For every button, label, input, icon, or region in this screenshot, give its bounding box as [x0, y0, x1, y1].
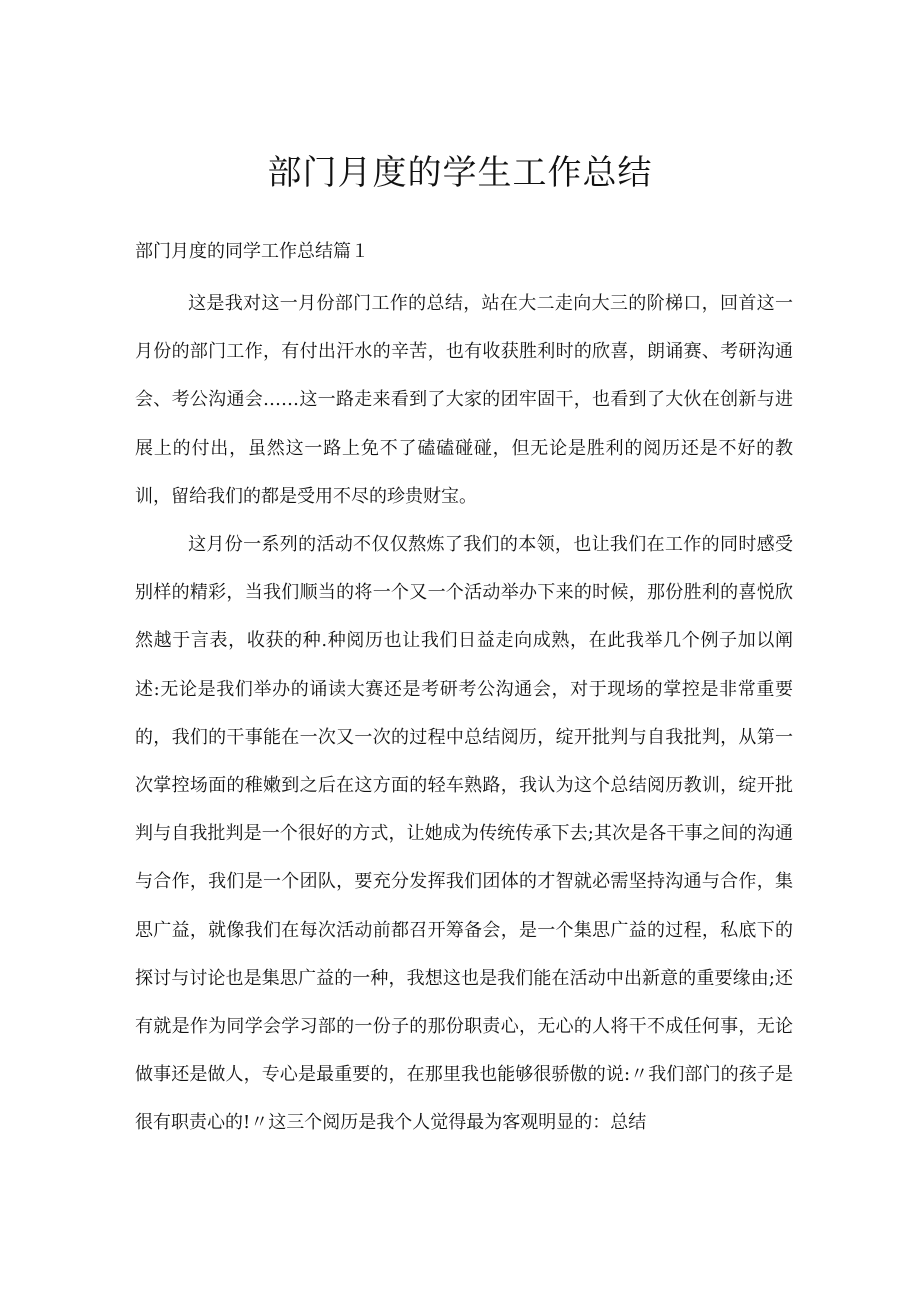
document-title: 部门月度的学生工作总结 — [267, 153, 653, 193]
paragraph-1: 这是我对这一月份部门工作的总结，站在大二走向大三的阶梯口，回首这一月份的部门工作，有付出汗水的辛苦，也有收获胜利时的欣喜，朗诵赛、考研沟通会、考公沟通会……这一路走来看到了大家的团牢固干，也看到了大伙在创新与进展上的付出，虽然这一路上免不了磕磕碰碰，但无论是胜利的阅历还是不好的教训，留给我们的都是受用不尽的珍贵财宝。 — [135, 293, 793, 507]
paragraph-2: 这月份一系列的活动不仅仅熬炼了我们的本领，也让我们在工作的同时感受别样的精彩，当我们顺当的将一个又一个活动举办下来的时候，那份胜利的喜悦欣然越于言表，收获的种.种阅历也让我们日益走向成熟，在此我举几个例子加以阐述:无论是我们举办的诵读大赛还是考研考公沟通会，对于现场的掌控是非常重要的，我们的干事能在一次又一次的过程中总结阅历，绽开批判与自我批判，从第一次掌控场面的稚嫩到之后在这方面的轻车熟路，我认为这个总结阅历教训，绽开批判与自我批判是一个很好的方式，让她成为传统传承下去;其次是各干事之间的沟通与合作，我们是一个团队，要充分发挥我们团体的才智就必需坚持沟通与合作，集思广益，就像我们在每次活动前都召开筹备会，是一个集思广益的过程，私底下的探讨与讨论也是集思广益的一种，我想这也是我们能在活动中出新意的重要缘由;还有就是作为同学会学习部的一份子的那份职责心，无心的人将干不成任何事，无论做事还是做人，专心是最重要的，在那里我也能够很骄傲的说:〃我们部门的孩子是很有职责心的!〃这三个阅历是我个人觉得最为客观明显的：总结 — [135, 534, 793, 1134]
body-text — [135, 280, 793, 1148]
section-heading: 部门月度的同学工作总结篇１ — [135, 241, 369, 262]
